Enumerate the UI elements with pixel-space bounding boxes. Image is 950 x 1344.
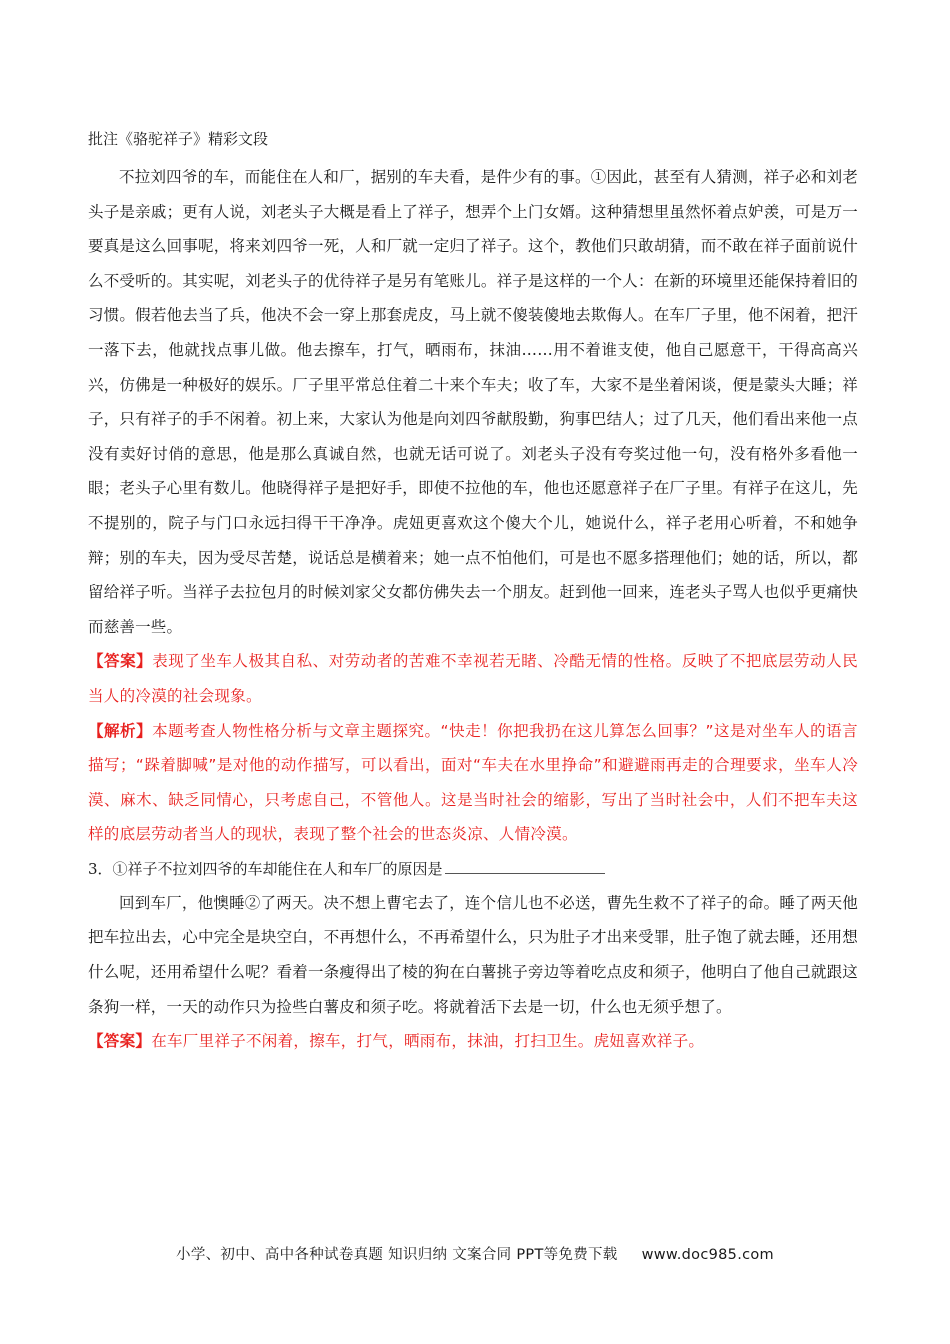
question-3: [88, 852, 858, 886]
document-page: [88, 122, 858, 1059]
analysis-tag: 【解析】: [88, 721, 153, 740]
footer-url[interactable]: www.doc985.com: [641, 1247, 774, 1263]
answer-1: [88, 644, 858, 713]
page-footer: [0, 1243, 950, 1264]
doc-title: 批注《骆驼祥子》精彩文段: [88, 130, 269, 148]
answer-2: [88, 1024, 858, 1059]
answer-tag: 【答案】: [88, 652, 153, 671]
footer-text: 小学、初中、高中各种试卷真题 知识归纳 文案合同 PPT等免费下载: [176, 1247, 618, 1263]
question-3-text: 3．①祥子不拉刘四爷的车却能住在人和车厂的原因是: [88, 859, 443, 878]
answer-blank: [445, 859, 605, 874]
analysis-text: 本题考查人物性格分析与文章主题探究。“快走！你把我扔在这儿算怎么回事？”这是对坐车人的语言描写；“跺着脚喊”是对他的动作描写，可以看出，面对“车夫在水里挣命”和避避雨再走的合理要求，坐车人冷漠、麻木、缺乏同情心，只考虑自己，不管他人。这是当时社会的缩影，写出了当时社会中，人们不把车夫这样的底层劳动者当人的现状，表现了整个社会的世态炎凉、人情冷漠。: [88, 721, 858, 844]
analysis: [88, 714, 858, 852]
passage-2: 回到车厂，他懊睡②了两天。决不想上曹宅去了，连个信儿也不必送，曹先生救不了祥子的命。睡了两天他把车拉出去，心中完全是块空白，不再想什么，不再希望什么，只为肚子才出来受罪，肚子饱了就去睡，还用想什么呢，还用希望什么呢？看着一条瘦得出了棱的狗在白薯挑子旁边等着吃点皮和须子，他明白了他自己就跟这条狗一样，一天的动作只为捡些白薯皮和须子吃。将就着活下去是一切，什么也无须乎想了。: [88, 893, 858, 1016]
answer-tag-2: 【答案】: [88, 1032, 152, 1051]
answer-1-text: 表现了坐车人极其自私、对劳动者的苦难不幸视若无睹、冷酷无情的性格。反映了不把底层劳动人民当人的冷漠的社会现象。: [88, 652, 858, 705]
passage-1: 不拉刘四爷的车，而能住在人和厂，据别的车夫看，是件少有的事。①因此，甚至有人猜测，祥子必和刘老头子是亲戚；更有人说，刘老头子大概是看上了祥子，想弄个上门女婿。这种猜想里虽然怀着点妒羡，可是万一要真是这么回事呢，将来刘四爷一死，人和厂就一定归了祥子。这个，教他们只敢胡猜，而不敢在祥子面前说什么不受听的。其实呢，刘老头子的优待祥子是另有笔账儿。祥子是这样的一个人：在新的环境里还能保持着旧的习惯。假若他去当了兵，他决不会一穿上那套虎皮，马上就不傻装傻地去欺侮人。在车厂子里，他不闲着，把汗一落下去，他就找点事儿做。他去擦车，打气，晒雨布，抹油……用不着谁支使，他自己愿意干，干得高高兴兴，仿佛是一种极好的娱乐。厂子里平常总住着二十来个车夫；收了车，大家不是坐着闲谈，便是蒙头大睡；祥子，只有祥子的手不闲着。初上来，大家认为他是向刘四爷献殷勤，狗事巴结人；过了几天，他们看出来他一点没有卖好讨俏的意思，他是那么真诚自然，也就无话可说了。刘老头子没有夸奖过他一句，没有格外多看他一眼；老头子心里有数儿。他晓得祥子是把好手，即使不拉他的车，他也还愿意祥子在厂子里。有祥子在这儿，先不提别的，院子与门口永远扫得干干净净。虎妞更喜欢这个傻大个儿，她说什么，祥子老用心听着，不和她争辩；别的车夫，因为受尽苦楚，说话总是横着来；她一点不怕他们，可是也不愿多搭理他们；她的话，所以，都留给祥子听。当祥子去拉包月的时候刘家父女都仿佛失去一个朋友。赶到他一回来，连老头子骂人也似乎更痛快而慈善一些。: [88, 168, 858, 636]
answer-2-text: 在车厂里祥子不闲着，擦车，打气，晒雨布，抹油，打扫卫生。虎妞喜欢祥子。: [151, 1032, 705, 1051]
